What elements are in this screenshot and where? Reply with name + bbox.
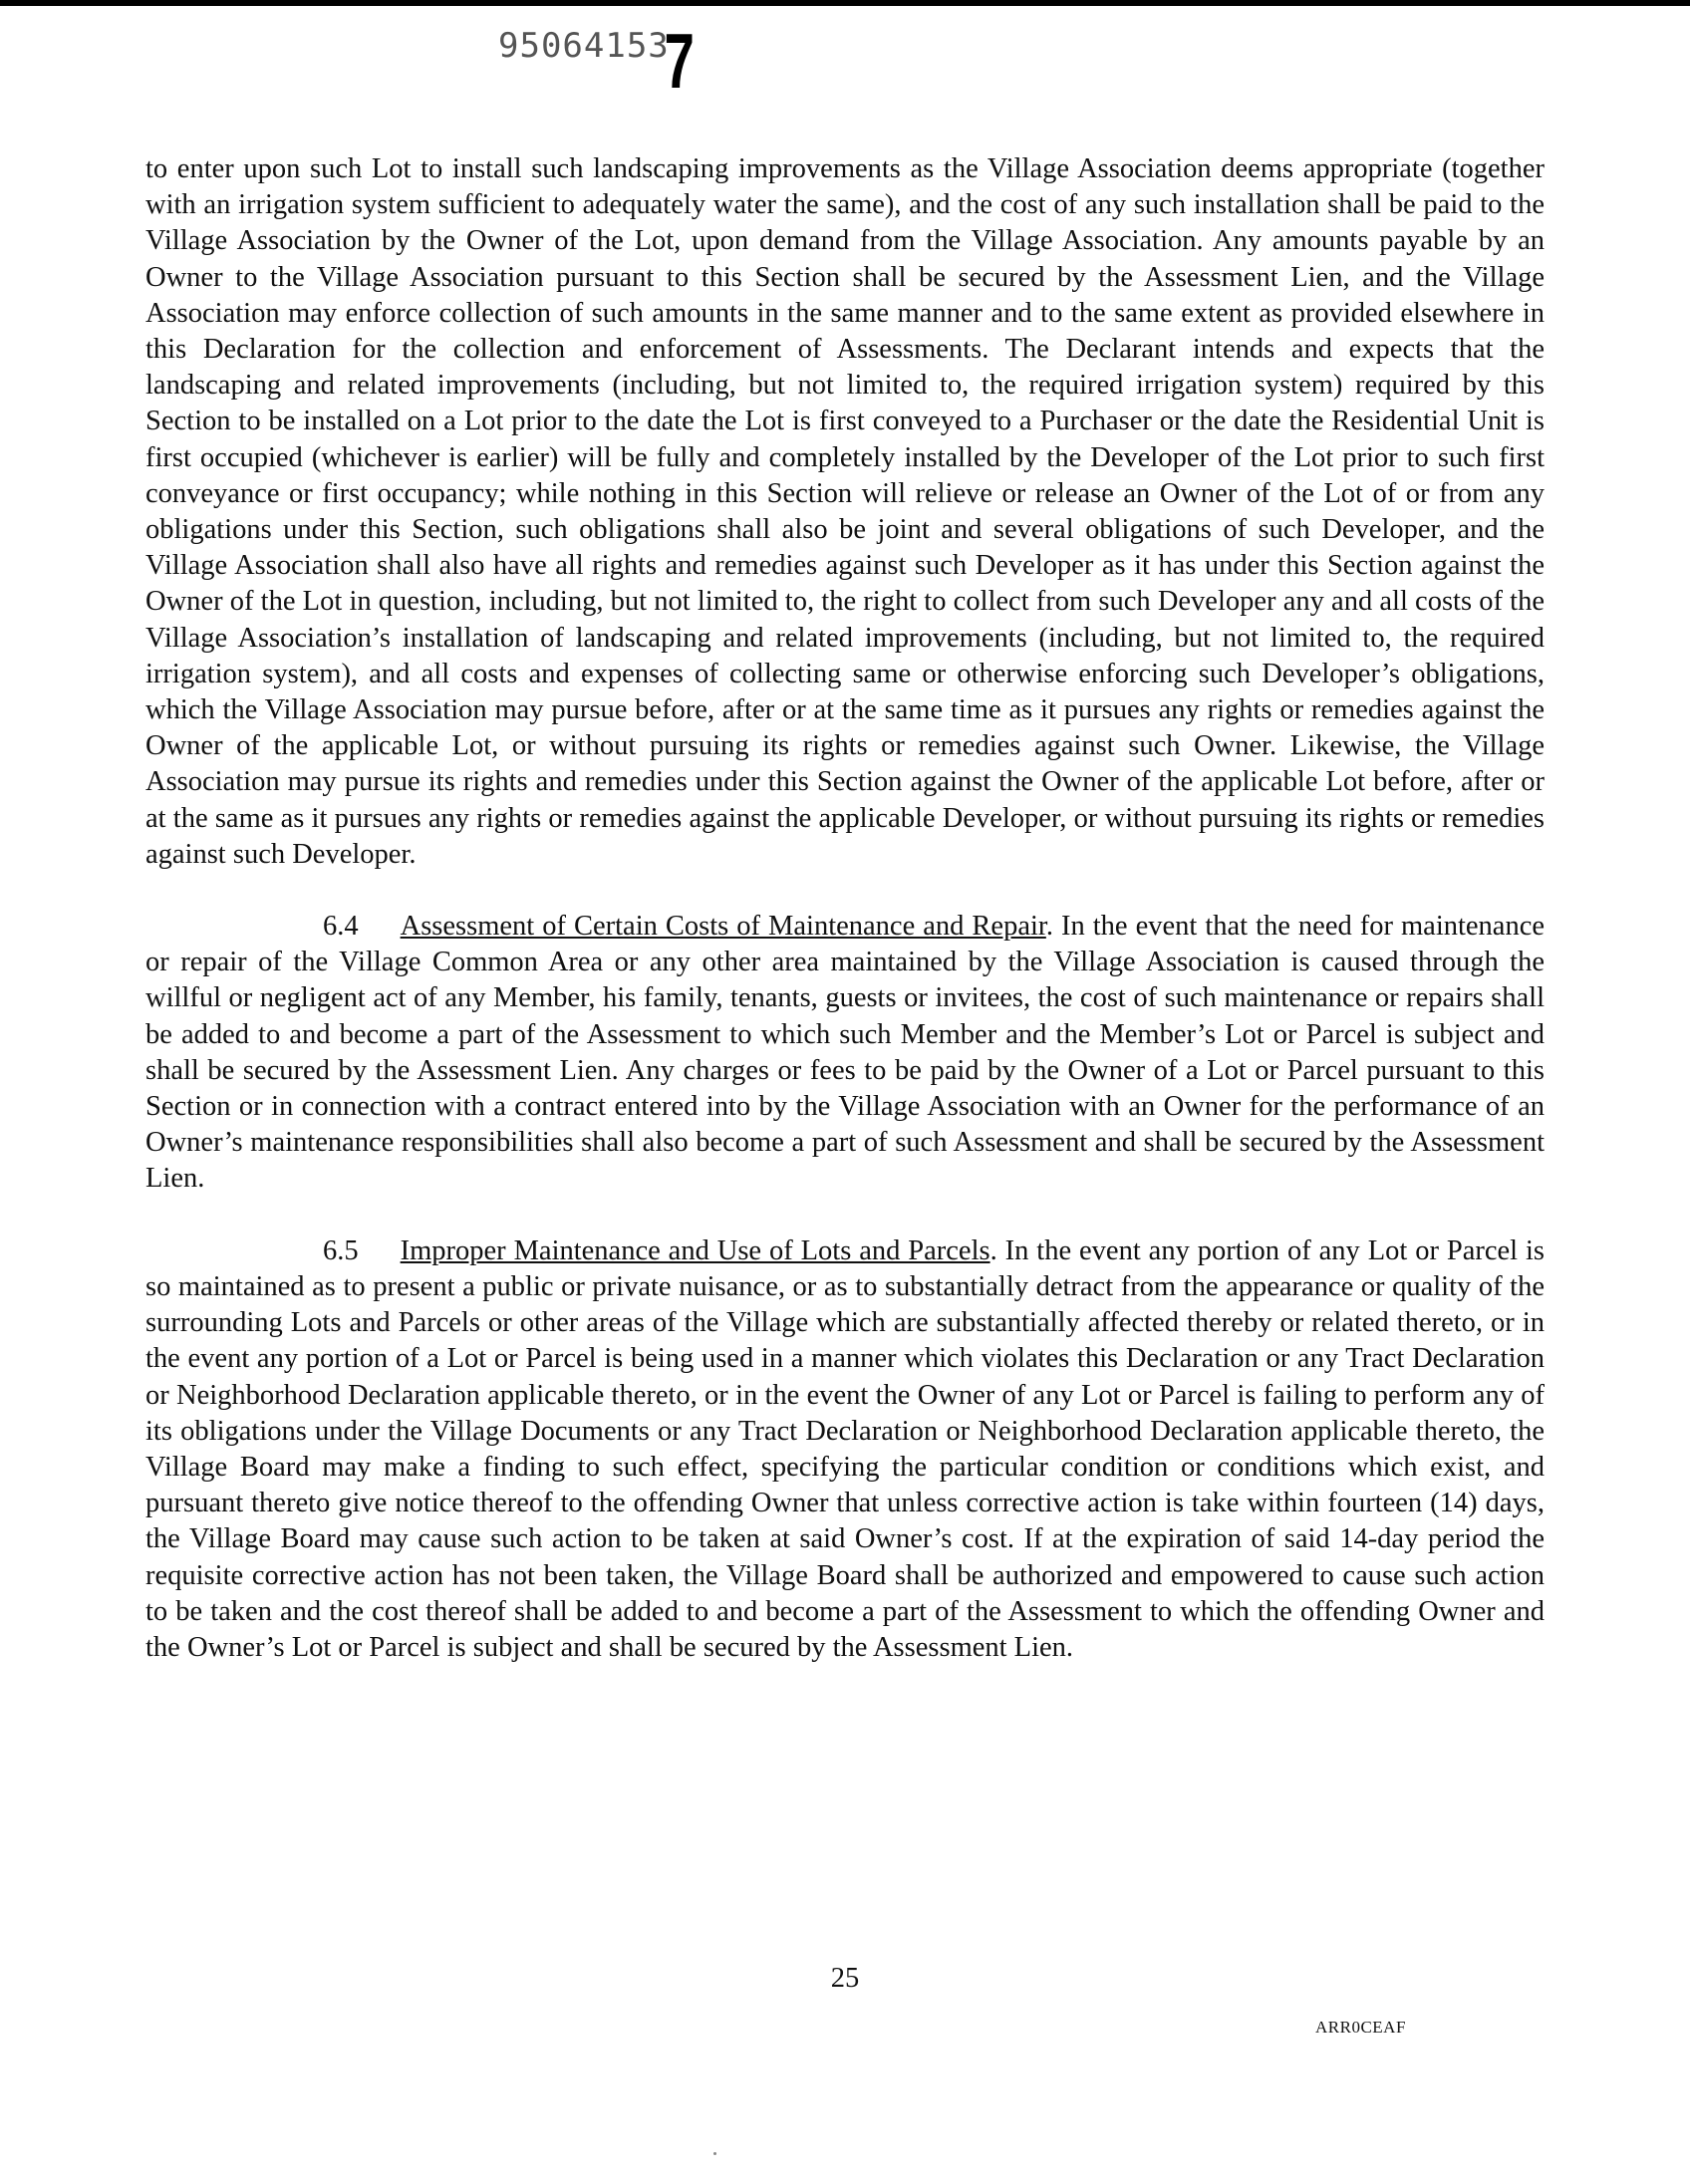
section-number: 6.5: [323, 1234, 359, 1266]
section-6-4: [145, 909, 1545, 1198]
section-body: . In the event any portion of any Lot or Parcel is so maintained as to present a public or private nuisance, or as to substantially detract from the appearance or quality of the surrounding Lots and Parcels or other areas of the Village which are substantially affected thereby or related thereto, or in the event any portion of a Lot or Parcel is being used in a manner which violates this Declaration or any Tract Declaration or Neighborhood Declaration applicable thereto, or in the event the Owner of any Lot or Parcel is failing to perform any of its obligations under the Village Documents or any Tract Declaration or Neighborhood Declaration applicable thereto, the Village Board may make a finding to such effect, specifying the particular condition or conditions which exist, and pursuant thereto give notice thereof to the offending Owner that unless corrective action is take within fourteen (14) days, the Village Board may cause such action to be taken at said Owner’s cost. If at the expiration of said 14-day period the requisite corrective action has not been taken, the Village Board shall be authorized and empowered to cause such action to be taken and the cost thereof shall be added to and become a part of the Assessment to which the offending Owner and the Owner’s Lot or Parcel is subject and shall be secured by the Assessment Lien.: [145, 1234, 1545, 1663]
document-code: ARR0CEAF: [1315, 2018, 1406, 2037]
section-number: 6.4: [323, 911, 359, 943]
section-paragraph: [145, 1233, 1545, 1666]
section-title: Improper Maintenance and Use of Lots and Parcels: [400, 1234, 990, 1266]
handwritten-mark: 7: [664, 17, 695, 105]
page-number: 25: [830, 1963, 860, 1994]
section-paragraph: [145, 909, 1545, 1198]
section-6-5: [145, 1233, 1545, 1666]
document-body: [145, 151, 1545, 1702]
paragraph-text: to enter upon such Lot to install such landscaping improvements as the Village Association deems appropriate (together with an irrigation system sufficient to adequately water the same), and the cost of any such installation shall be paid to the Village Association by the Owner of the Lot, upon demand from the Village Association. Any amounts payable by an Owner to the Village Association pursuant to this Section shall be secured by the Assessment Lien, and the Village Association may enforce collection of such amounts in the same manner and to the same extent as provided elsewhere in this Declaration for the collection and enforcement of Assessments. The Declarant intends and expects that the landscaping and related improvements (including, but not limited to, the required irrigation system) required by this Section to be installed on a Lot prior to the date the Lot is first conveyed to a Purchaser or the date the Residential Unit is first occupied (whichever is earlier) will be fully and completely installed by the Developer of the Lot prior to such first conveyance or first occupancy; while nothing in this Section will relieve or release an Owner of the Lot of or from any obligations under this Section, such obligations shall also be joint and several obligations of such Developer, and the Village Association shall also have all rights and remedies against such Developer as it has under this Section against the Owner of the Lot in question, including, but not limited to, the right to collect from such Developer any and all costs of the Village Association’s installation of landscaping and related improvements (including, but not limited to, the required irrigation system), and all costs and expenses of collecting same or otherwise enforcing such Developer’s obligations, which the Village Association may pursue before, after or at the same time as it pursues any rights or remedies against the Owner of the applicable Lot, or without pursuing its rights or remedies against such Owner. Likewise, the Village Association may pursue its rights and remedies under this Section against the Owner of the applicable Lot before, after or at the same as it pursues any rights or remedies against the applicable Developer, or without pursuing its rights or remedies against such Developer.: [145, 153, 1545, 870]
section-body: . In the event that the need for maintenance or repair of the Village Common Area or any other area maintained by the Village Association is caused through the willful or negligent act of any Member, his family, tenants, guests or invitees, the cost of such maintenance or repairs shall be added to and become a part of the Assessment to which such Member and the Member’s Lot or Parcel is subject and shall be secured by the Assessment Lien. Any charges or fees to be paid by the Owner of a Lot or Parcel pursuant to this Section or in connection with a contract entered into by the Village Association with an Owner for the performance of an Owner’s maintenance responsibilities shall also become a part of such Assessment and shall be secured by the Assessment Lien.: [145, 911, 1546, 1195]
document-stamp-number: 95064153: [498, 26, 670, 66]
scan-top-border: [0, 0, 1690, 6]
scan-speck: [713, 2152, 716, 2155]
continued-paragraph: [145, 151, 1545, 873]
section-title: Assessment of Certain Costs of Maintenance and Repair: [400, 911, 1046, 943]
